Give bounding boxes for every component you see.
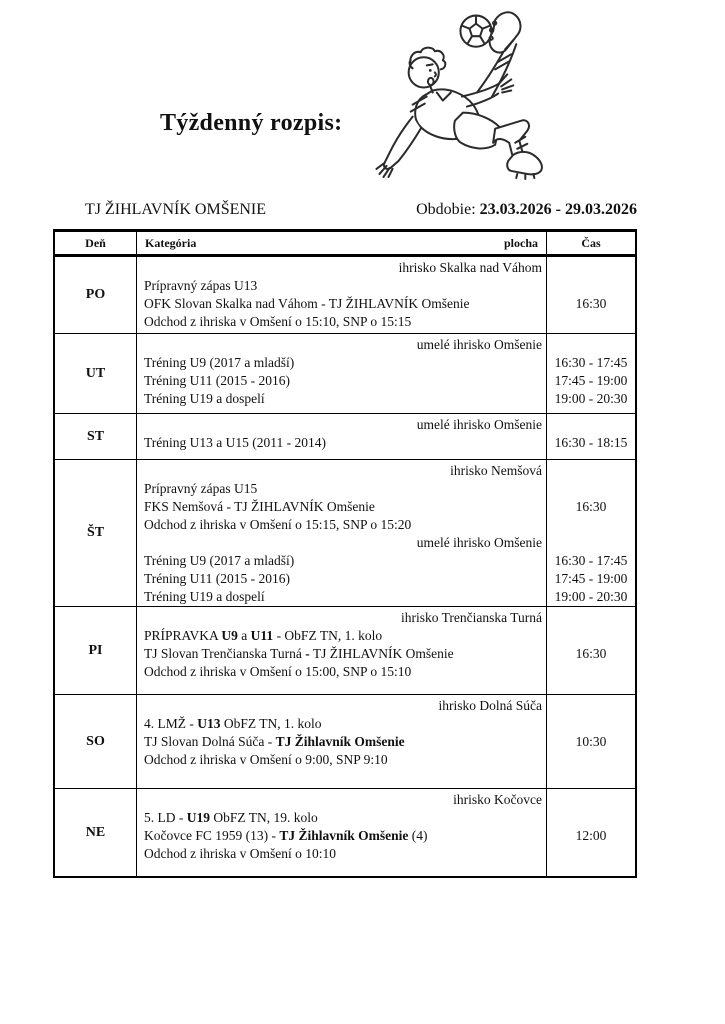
time-line: 10:30 — [575, 734, 607, 749]
time-line — [547, 809, 635, 827]
day-cell: SO — [55, 695, 137, 788]
venue-line: umelé ihrisko Omšenie — [416, 535, 542, 550]
venue-line: ihrisko Kočovce — [453, 792, 542, 807]
entry-line: Odchod z ihriska v Omšení o 9:00, SNP 9:10 — [144, 752, 388, 767]
table-header — [55, 232, 635, 256]
entry-line: Odchod z ihriska v Omšení o 15:00, SNP o 15:10 — [144, 664, 412, 679]
venue-line: umelé ihrisko Omšenie — [416, 417, 542, 432]
table-row — [55, 459, 635, 606]
period-value: 23.03.2026 - 29.03.2026 — [479, 201, 637, 218]
category-cell — [137, 414, 546, 459]
club-period-line — [85, 201, 637, 219]
period-label: Obdobie: — [416, 201, 476, 218]
category-cell — [137, 695, 546, 788]
day-cell: NE — [55, 789, 137, 876]
entry-line: PRÍPRAVKA U9 a U11 - ObFZ TN, 1. kolo — [144, 628, 383, 643]
header-day: Deň — [55, 232, 137, 254]
entry-line: FKS Nemšová - TJ ŽIHLAVNÍK Omšenie — [144, 499, 375, 514]
table-body — [55, 256, 635, 876]
entry-line: Tréning U19 a dospelí — [144, 391, 265, 406]
day-cell: ŠT — [55, 460, 137, 606]
time-line — [547, 791, 635, 809]
entry-line: TJ Slovan Dolná Súča - TJ Žihlavník Omšenie — [144, 734, 405, 749]
venue-line: ihrisko Nemšová — [450, 463, 542, 478]
time-line: 16:30 — [575, 499, 607, 514]
venue-line: ihrisko Dolná Súča — [438, 698, 542, 713]
header-category: Kategória — [145, 235, 197, 250]
soccer-player-illustration — [366, 4, 578, 180]
time-cell — [546, 695, 635, 788]
time-line: 16:30 — [575, 296, 607, 311]
category-cell — [137, 334, 546, 413]
entry-line: Prípravný zápas U15 — [144, 481, 258, 496]
category-cell — [137, 607, 546, 694]
time-line — [547, 516, 635, 534]
time-cell — [546, 789, 635, 876]
header-pitch: plocha — [503, 235, 538, 250]
time-cell — [546, 607, 635, 694]
time-line — [547, 751, 635, 769]
time-line: 17:45 - 19:00 — [554, 373, 628, 388]
time-line — [547, 259, 635, 277]
entry-line: Tréning U19 a dospelí — [144, 589, 265, 604]
time-line — [547, 534, 635, 552]
club-name: TJ ŽIHLAVNÍK OMŠENIE — [85, 201, 267, 218]
entry-line: Odchod z ihriska v Omšení o 15:10, SNP o 15:15 — [144, 314, 412, 329]
time-line: 12:00 — [575, 828, 607, 843]
time-line — [547, 715, 635, 733]
day-cell: ST — [55, 414, 137, 459]
period — [416, 201, 637, 219]
time-line — [547, 336, 635, 354]
entry-line: Tréning U11 (2015 - 2016) — [144, 571, 290, 586]
entry-line: Kočovce FC 1959 (13) - TJ Žihlavník Omšenie (4) — [144, 828, 428, 843]
entry-line: Tréning U9 (2017 a mladší) — [144, 355, 295, 370]
day-cell: UT — [55, 334, 137, 413]
table-row — [55, 333, 635, 413]
table-row — [55, 413, 635, 459]
category-cell — [137, 257, 546, 333]
header-time: Čas — [546, 232, 635, 254]
time-cell — [546, 460, 635, 606]
venue-line: ihrisko Skalka nad Váhom — [398, 260, 542, 275]
table-row — [55, 788, 635, 876]
schedule-table — [53, 229, 637, 878]
soccer-player-bicycle-kick-icon — [366, 4, 578, 180]
category-cell — [137, 460, 546, 606]
page-title: Týždenný rozpis: — [160, 110, 343, 136]
time-line — [547, 697, 635, 715]
header-category-cell — [137, 232, 546, 254]
time-line: 16:30 - 17:45 — [554, 553, 628, 568]
table-row — [55, 606, 635, 694]
entry-line: Odchod z ihriska v Omšení o 15:15, SNP o 15:20 — [144, 517, 412, 532]
time-line — [547, 416, 635, 434]
table-row — [55, 256, 635, 333]
entry-line: Tréning U11 (2015 - 2016) — [144, 373, 290, 388]
entry-line: Tréning U9 (2017 a mladší) — [144, 553, 295, 568]
time-line: 16:30 - 18:15 — [554, 435, 628, 450]
time-cell — [546, 334, 635, 413]
entry-line: TJ Slovan Trenčianska Turná - TJ ŽIHLAVNÍK Omšenie — [144, 646, 454, 661]
entry-line: 5. LD - U19 ObFZ TN, 19. kolo — [144, 810, 318, 825]
time-line: 19:00 - 20:30 — [554, 391, 628, 406]
time-line — [547, 609, 635, 627]
time-line — [547, 462, 635, 480]
time-line: 17:45 - 19:00 — [554, 571, 628, 586]
table-row — [55, 694, 635, 788]
time-line — [547, 663, 635, 681]
time-line: 16:30 - 17:45 — [554, 355, 628, 370]
time-line — [547, 277, 635, 295]
time-line: 19:00 - 20:30 — [554, 589, 628, 604]
time-cell — [546, 414, 635, 459]
time-line — [547, 313, 635, 331]
day-cell: PO — [55, 257, 137, 333]
entry-line: 4. LMŽ - U13 ObFZ TN, 1. kolo — [144, 716, 322, 731]
venue-line: umelé ihrisko Omšenie — [416, 337, 542, 352]
category-cell — [137, 789, 546, 876]
time-line — [547, 845, 635, 863]
time-line: 16:30 — [575, 646, 607, 661]
time-line — [547, 480, 635, 498]
entry-line: Odchod z ihriska v Omšení o 10:10 — [144, 846, 336, 861]
day-cell: PI — [55, 607, 137, 694]
entry-line: Tréning U13 a U15 (2011 - 2014) — [144, 435, 326, 450]
time-cell — [546, 257, 635, 333]
venue-line: ihrisko Trenčianska Turná — [400, 610, 542, 625]
entry-line: OFK Slovan Skalka nad Váhom - TJ ŽIHLAVNÍK Omšenie — [144, 296, 470, 311]
entry-line: Prípravný zápas U13 — [144, 278, 258, 293]
time-line — [547, 627, 635, 645]
